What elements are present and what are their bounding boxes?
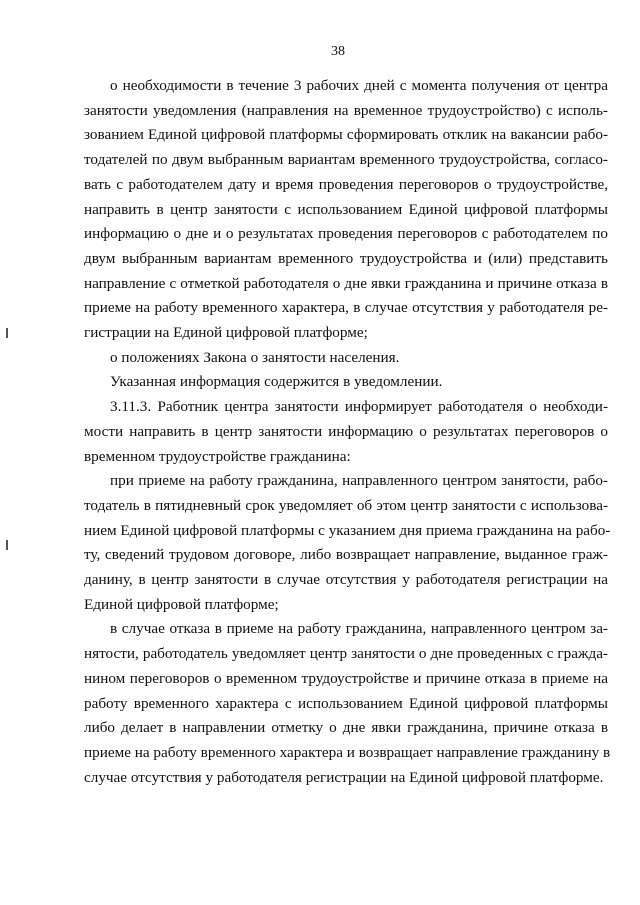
scan-edge-mark-top	[6, 328, 8, 338]
paragraph	[84, 395, 608, 469]
text-line: 3.11.3. Работник центра занятости информирует работодателя о необходи-	[110, 398, 608, 416]
text-line: приеме на работу временного характера и возвращает направление гражданину в	[84, 743, 611, 761]
scan-edge-mark-bottom	[6, 540, 8, 550]
paragraph	[84, 370, 608, 395]
text-line: зованием Единой цифровой платформы сформировать отклик на вакансии рабо-	[84, 126, 608, 144]
text-line: о положениях Закона о занятости населения.	[110, 348, 400, 366]
text-line: в случае отказа в приеме на работу гражданина, направленного центром за-	[110, 620, 608, 638]
text-line: гистрации на Единой цифровой платформе;	[84, 324, 368, 342]
text-line: ту, сведений трудовом договоре, либо возвращает направление, выданное граж-	[84, 546, 608, 564]
text-line: Указанная информация содержится в уведомлении.	[110, 373, 443, 391]
text-line: при приеме на работу гражданина, направленного центром занятости, рабо-	[110, 472, 608, 490]
paragraph	[84, 346, 608, 371]
text-line: направление с отметкой работодателя о дне явки гражданина и причине отказа в	[84, 274, 608, 292]
paragraph	[84, 74, 608, 346]
page-number: 38	[331, 44, 345, 59]
text-line: двум выбранным вариантам временного трудоустройства и (или) представить	[84, 249, 608, 267]
paragraph	[84, 617, 611, 790]
text-line: нятости, работодатель уведомляет центр занятости о дне проведенных с гражда-	[84, 645, 608, 663]
text-line: мости направить в центр занятости информацию о результатах переговоров о	[84, 422, 608, 440]
text-line: временном трудоустройстве гражданина:	[84, 447, 351, 465]
text-line: данину, в центр занятости в случае отсутствия у работодателя регистрации на	[84, 571, 608, 589]
text-line: работу временного характера с использованием Единой цифровой платформы	[84, 694, 608, 712]
paragraph	[84, 469, 611, 617]
text-line: направить в центр занятости с использованием Единой цифровой платформы	[84, 200, 608, 218]
text-line: тодателей по двум выбранным вариантам временного трудоустройства, согласо-	[84, 151, 608, 169]
text-line: вать с работодателем дату и время проведения переговоров о трудоустройстве,	[84, 175, 608, 193]
text-line: нином переговоров о временном трудоустройстве и причине отказа в приеме на	[84, 669, 608, 687]
text-line: о необходимости в течение 3 рабочих дней с момента получения от центра	[110, 77, 608, 94]
text-line: информацию о дне и о результатах проведения переговоров с работодателем по	[84, 225, 608, 243]
text-line: случае отсутствия у работодателя регистрации на Единой цифровой платформе.	[84, 768, 604, 786]
text-line: занятости уведомления (направления на временное трудоустройство) с исполь-	[84, 101, 608, 119]
text-line: Единой цифровой платформе;	[84, 595, 279, 613]
text-line: нием Единой цифровой платформы с указанием дня приема гражданина на рабо-	[84, 521, 611, 539]
document-body	[84, 74, 611, 790]
text-line: либо делает в направлении отметку о дне явки гражданина, причине отказа в	[84, 719, 608, 737]
text-line: приеме на работу временного характера, в случае отсутствия у работодателя ре-	[84, 299, 608, 317]
text-line: тодатель в пятидневный срок уведомляет об этом центр занятости с использова-	[84, 496, 608, 514]
